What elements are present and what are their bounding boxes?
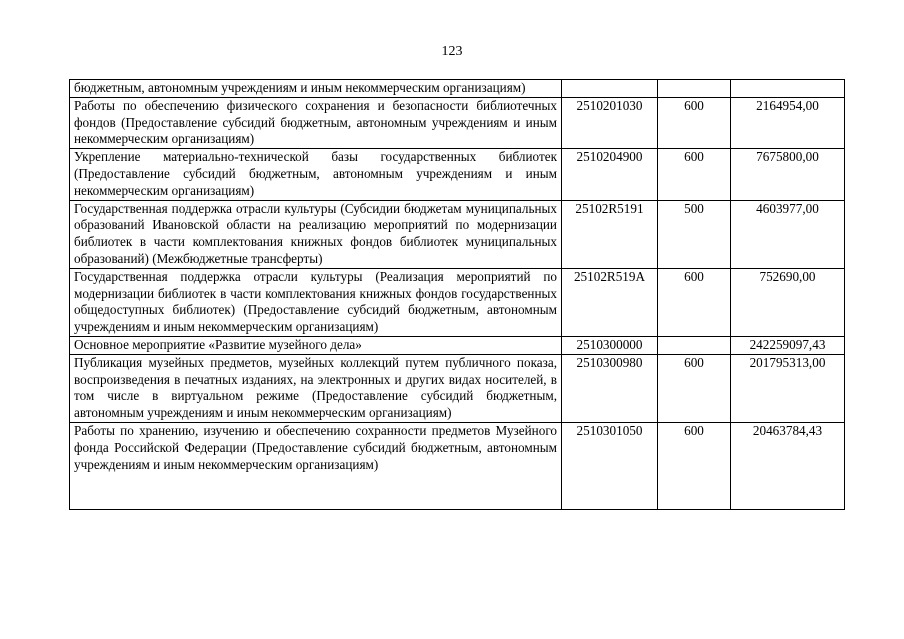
row-target-code: 25102R519A [562,268,658,336]
row-amount: 201795313,00 [731,354,845,422]
table-row [70,200,845,268]
row-description: Публикация музейных предметов, музейных коллекций путем публичного показа, воспроизведения в печатных изданиях, на электронных и других видах носителей, в том числе в виртуальном режиме (Предоставление субсидий бюджетным, автономным учреждениям и иным некоммерческим организациям) [70,354,562,422]
table-row [70,336,845,354]
table-row [70,149,845,200]
table-row [70,97,845,148]
row-target-code: 25102R5191 [562,200,658,268]
row-target-code: 2510204900 [562,149,658,200]
row-expense-type [658,80,731,98]
table-row [70,354,845,422]
table-row [70,80,845,98]
row-amount [731,80,845,98]
row-target-code: 2510300000 [562,336,658,354]
row-amount: 752690,00 [731,268,845,336]
row-description: бюджетным, автономным учреждениям и иным некоммерческим организациям) [70,80,562,98]
row-amount: 2164954,00 [731,97,845,148]
row-expense-type: 500 [658,200,731,268]
row-amount: 7675800,00 [731,149,845,200]
row-expense-type: 600 [658,149,731,200]
row-expense-type: 600 [658,97,731,148]
row-amount: 4603977,00 [731,200,845,268]
row-expense-type: 600 [658,354,731,422]
row-expense-type: 600 [658,422,731,509]
row-amount: 242259097,43 [731,336,845,354]
row-description: Государственная поддержка отрасли культуры (Реализация мероприятий по модернизации библиотек в части комплектования книжных фондов государственных общедоступных библиотек) (Предоставление субсидий бюджетным, автономным учреждениям и иным некоммерческим организациям) [70,268,562,336]
row-description: Работы по хранению, изучению и обеспечению сохранности предметов Музейного фонда Российской Федерации (Предоставление субсидий бюджетным, автономным учреждениям и иным некоммерческим организациям) [70,422,562,509]
row-target-code: 2510201030 [562,97,658,148]
row-description: Укрепление материально-технической базы государственных библиотек (Предоставление субсидий бюджетным, автономным учреждениям и иным некоммерческим организациям) [70,149,562,200]
row-description: Работы по обеспечению физического сохранения и безопасности библиотечных фондов (Предоставление субсидий бюджетным, автономным учреждениям и иным некоммерческим организациям) [70,97,562,148]
row-description: Основное мероприятие «Развитие музейного дела» [70,336,562,354]
page-number: 123 [441,44,463,59]
row-target-code [562,80,658,98]
row-amount: 20463784,43 [731,422,845,509]
table-row [70,268,845,336]
budget-table [69,79,845,510]
row-expense-type: 600 [658,268,731,336]
row-target-code: 2510300980 [562,354,658,422]
row-description: Государственная поддержка отрасли культуры (Субсидии бюджетам муниципальных образований Ивановской области на реализацию мероприятий по модернизации библиотек в части комплектования книжных фондов библиотек муниципальных образований) (Межбюджетные трансферты) [70,200,562,268]
row-expense-type [658,336,731,354]
table-row [70,422,845,509]
row-target-code: 2510301050 [562,422,658,509]
